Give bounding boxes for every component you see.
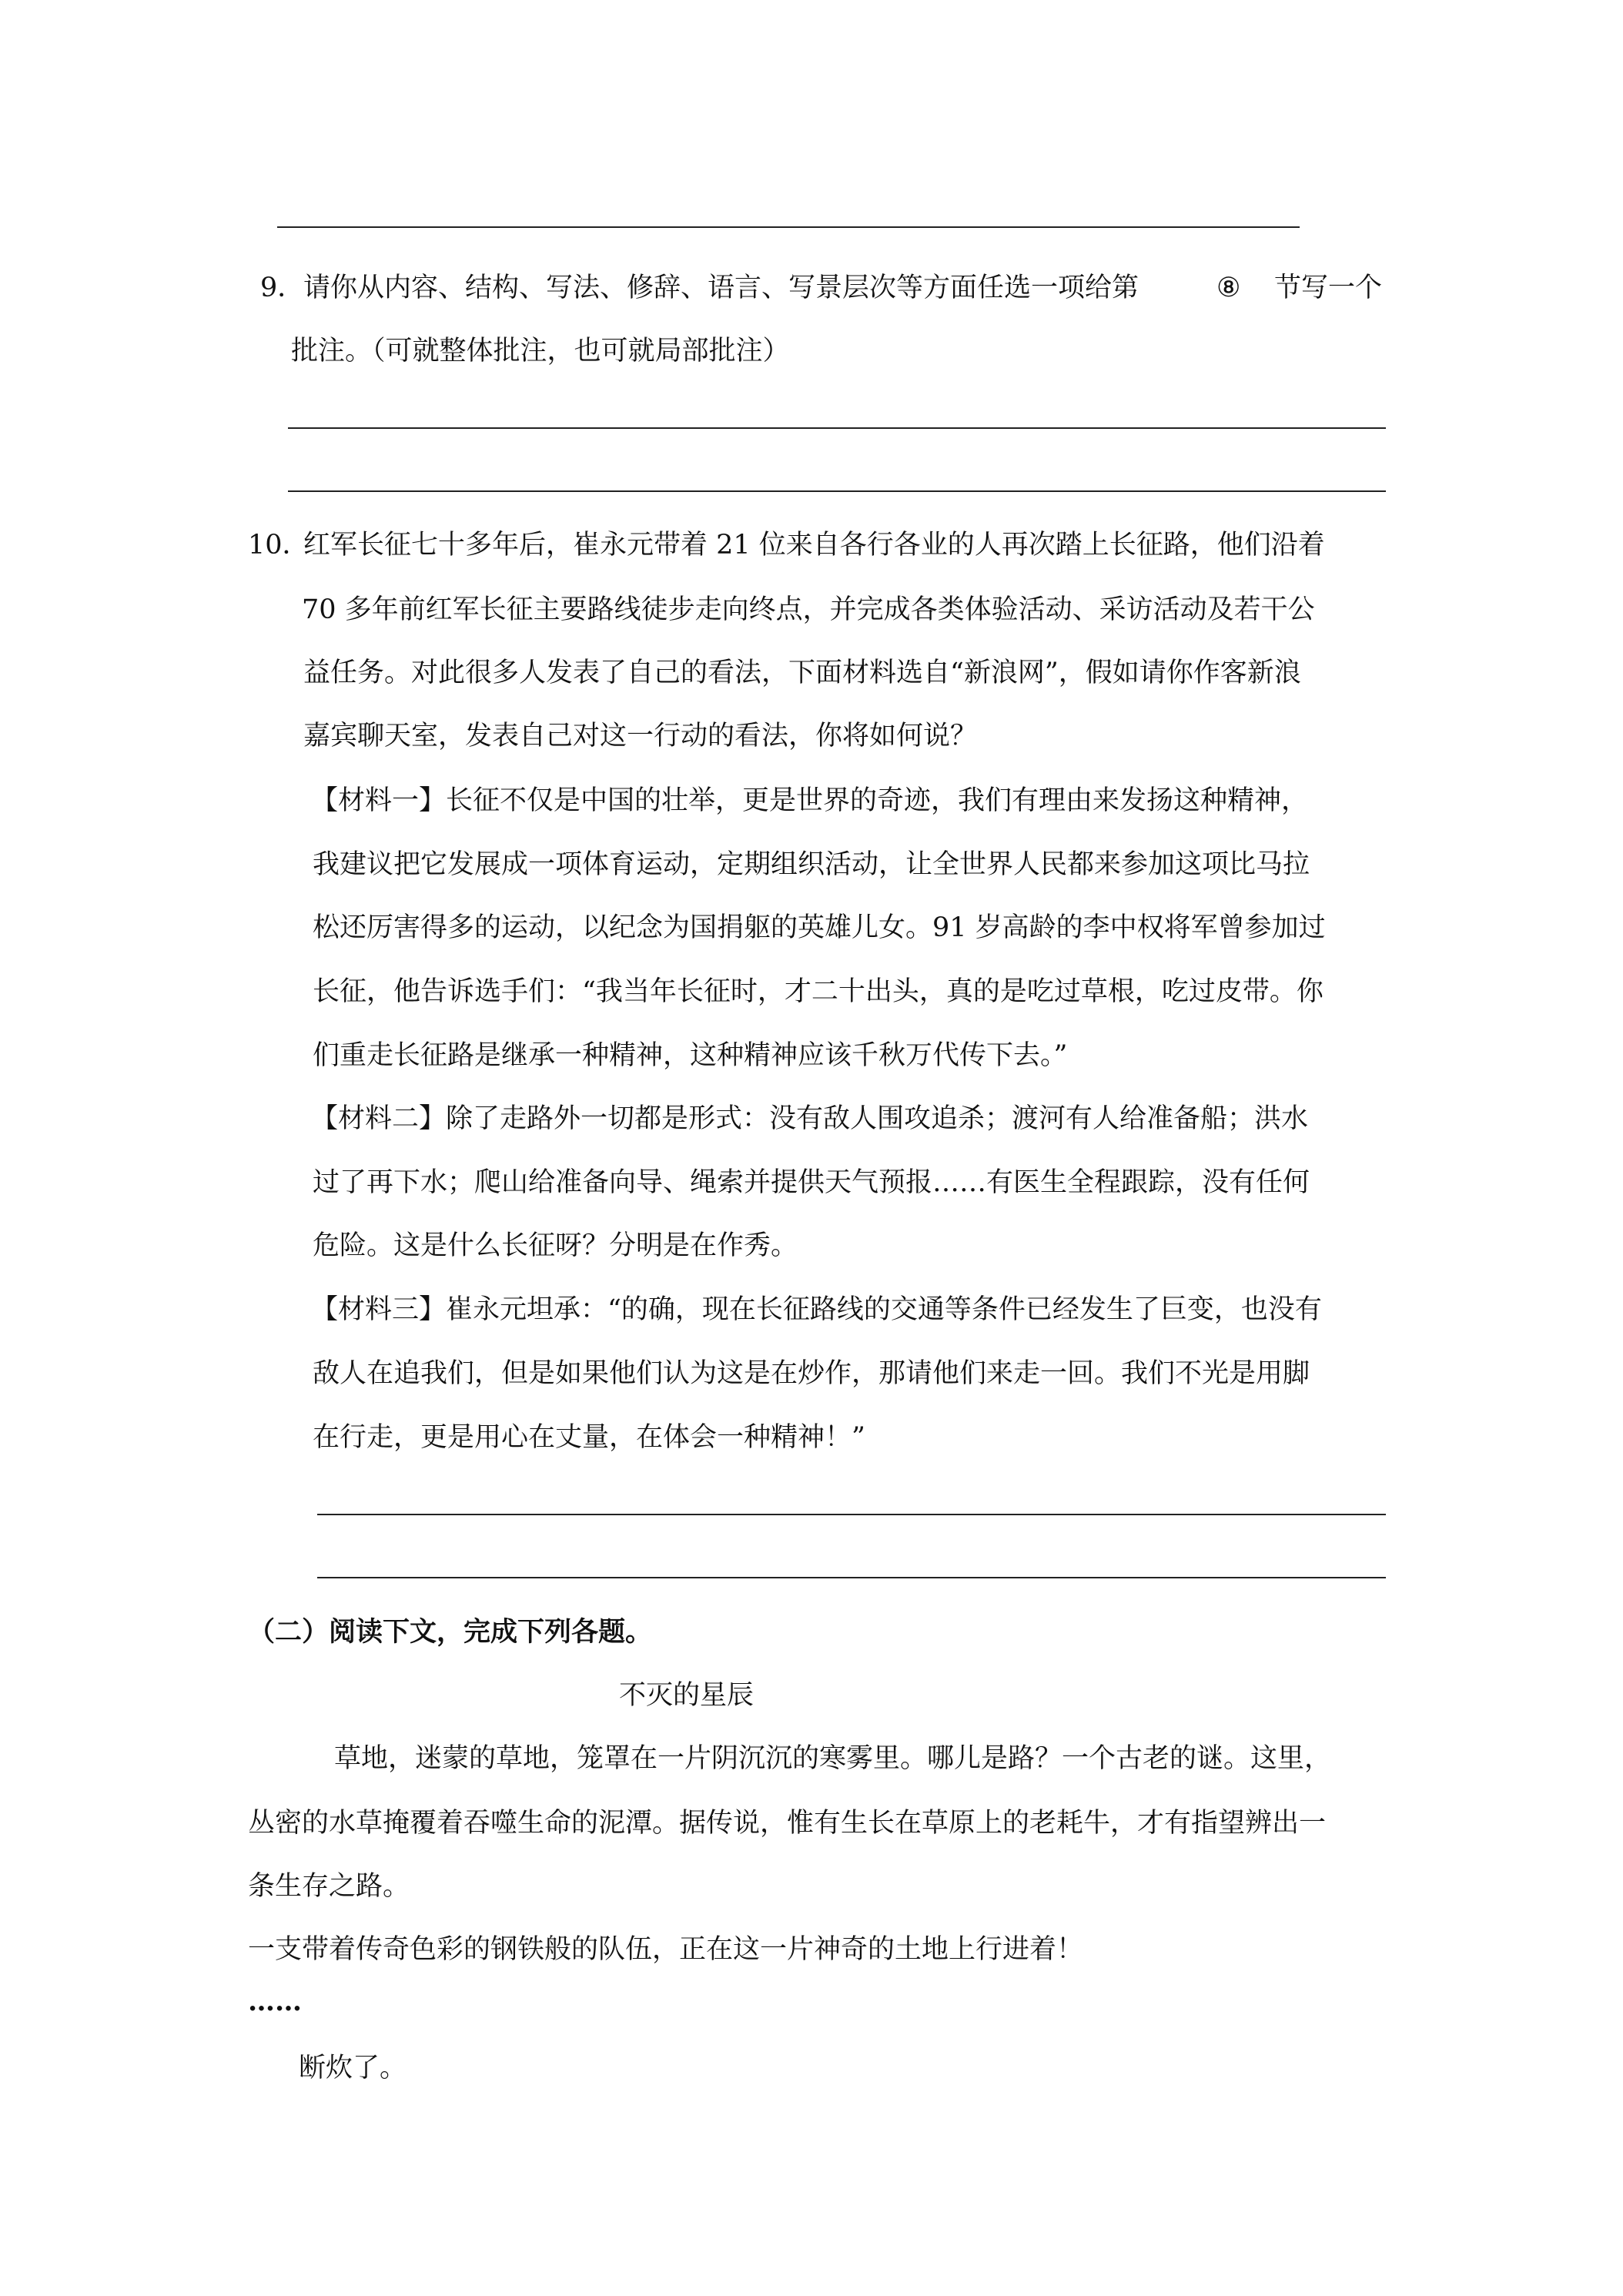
passage-title: 不灭的星辰 bbox=[619, 1680, 755, 1711]
passage-para2: 一支带着传奇色彩的钢铁般的队伍，正在这一片神奇的土地上行进着！ bbox=[248, 1934, 1084, 1965]
q9-answer-line-2[interactable] bbox=[288, 490, 1386, 492]
answer-line-top[interactable] bbox=[277, 226, 1300, 228]
q10-line-3: 益任务。对此很多人发表了自己的看法，下面材料选自“新浪网”，假如请你作客新浪 bbox=[303, 658, 1301, 688]
q9-text-line1: 请你从内容、结构、写法、修辞、语言、写景层次等方面任选一项给第 bbox=[303, 273, 1139, 303]
material3-line-3: 在行走，更是用心在丈量，在体会一种精神！” bbox=[313, 1422, 865, 1453]
passage-para1-line-3: 条生存之路。 bbox=[248, 1871, 410, 1902]
q9-text-line2: 批注。（可就整体批注，也可就局部批注） bbox=[291, 336, 790, 366]
q9-text-line1-end: 节写一个 bbox=[1274, 273, 1383, 303]
passage-ellipsis: …… bbox=[248, 1986, 302, 2017]
q10-line-4: 嘉宾聊天室，发表自己对这一行动的看法，你将如何说？ bbox=[303, 721, 978, 751]
passage-para1-line-2: 丛密的水草掩覆着吞噬生命的泥潭。据传说，惟有生长在草原上的老耗牛，才有指望辨出一 bbox=[248, 1808, 1327, 1839]
material1-line-4: 长征，他告诉选手们：“我当年长征时，才二十出头，真的是吃过草根，吃过皮带。你 bbox=[313, 976, 1323, 1007]
passage-para1-line-1: 草地，迷蒙的草地，笼罩在一片阴沉沉的寒雾里。哪儿是路？一个古老的谜。这里， bbox=[334, 1743, 1332, 1774]
q10-line-2: 70 多年前红军长征主要路线徒步走向终点，并完成各类体验活动、采访活动及若干公 bbox=[302, 594, 1315, 625]
material2-line-2: 过了再下水；爬山给准备向导、绳索并提供天气预报……有医生全程跟踪，没有任何 bbox=[313, 1167, 1310, 1198]
q9-number: 9． bbox=[260, 273, 305, 303]
section2-heading: （二）阅读下文，完成下列各题。 bbox=[248, 1616, 653, 1648]
passage-para3: 断炊了。 bbox=[299, 2053, 407, 2083]
q9-circled-number: ⑧ bbox=[1216, 273, 1241, 303]
material1-line-1: 【材料一】长征不仅是中国的壮举，更是世界的奇迹，我们有理由来发扬这种精神， bbox=[311, 785, 1309, 816]
q10-answer-line-1[interactable] bbox=[317, 1514, 1386, 1515]
material3-line-2: 敌人在追我们，但是如果他们认为这是在炒作，那请他们来走一回。我们不光是用脚 bbox=[313, 1358, 1310, 1389]
material3-line-1: 【材料三】崔永元坦承：“的确，现在长征路线的交通等条件已经发生了巨变，也没有 bbox=[311, 1294, 1322, 1325]
material2-line-3: 危险。这是什么长征呀？分明是在作秀。 bbox=[313, 1230, 798, 1261]
material1-line-3: 松还厉害得多的运动，以纪念为国捐躯的英雄儿女。91 岁高龄的李中权将军曾参加过 bbox=[313, 912, 1326, 943]
material1-line-5: 们重走长征路是继承一种精神，这种精神应该千秋万代传下去。” bbox=[313, 1040, 1068, 1071]
material1-line-2: 我建议把它发展成一项体育运动，定期组织活动，让全世界人民都来参加这项比马拉 bbox=[313, 849, 1310, 880]
q10-number: 10． bbox=[248, 530, 310, 561]
q10-answer-line-2[interactable] bbox=[317, 1577, 1386, 1578]
q10-line-1: 红军长征七十多年后，崔永元带着 21 位来自各行各业的人再次踏上长征路，他们沿着 bbox=[303, 530, 1325, 561]
q9-answer-line-1[interactable] bbox=[288, 427, 1386, 429]
material2-line-1: 【材料二】除了走路外一切都是形式：没有敌人围攻追杀；渡河有人给准备船；洪水 bbox=[311, 1103, 1309, 1134]
